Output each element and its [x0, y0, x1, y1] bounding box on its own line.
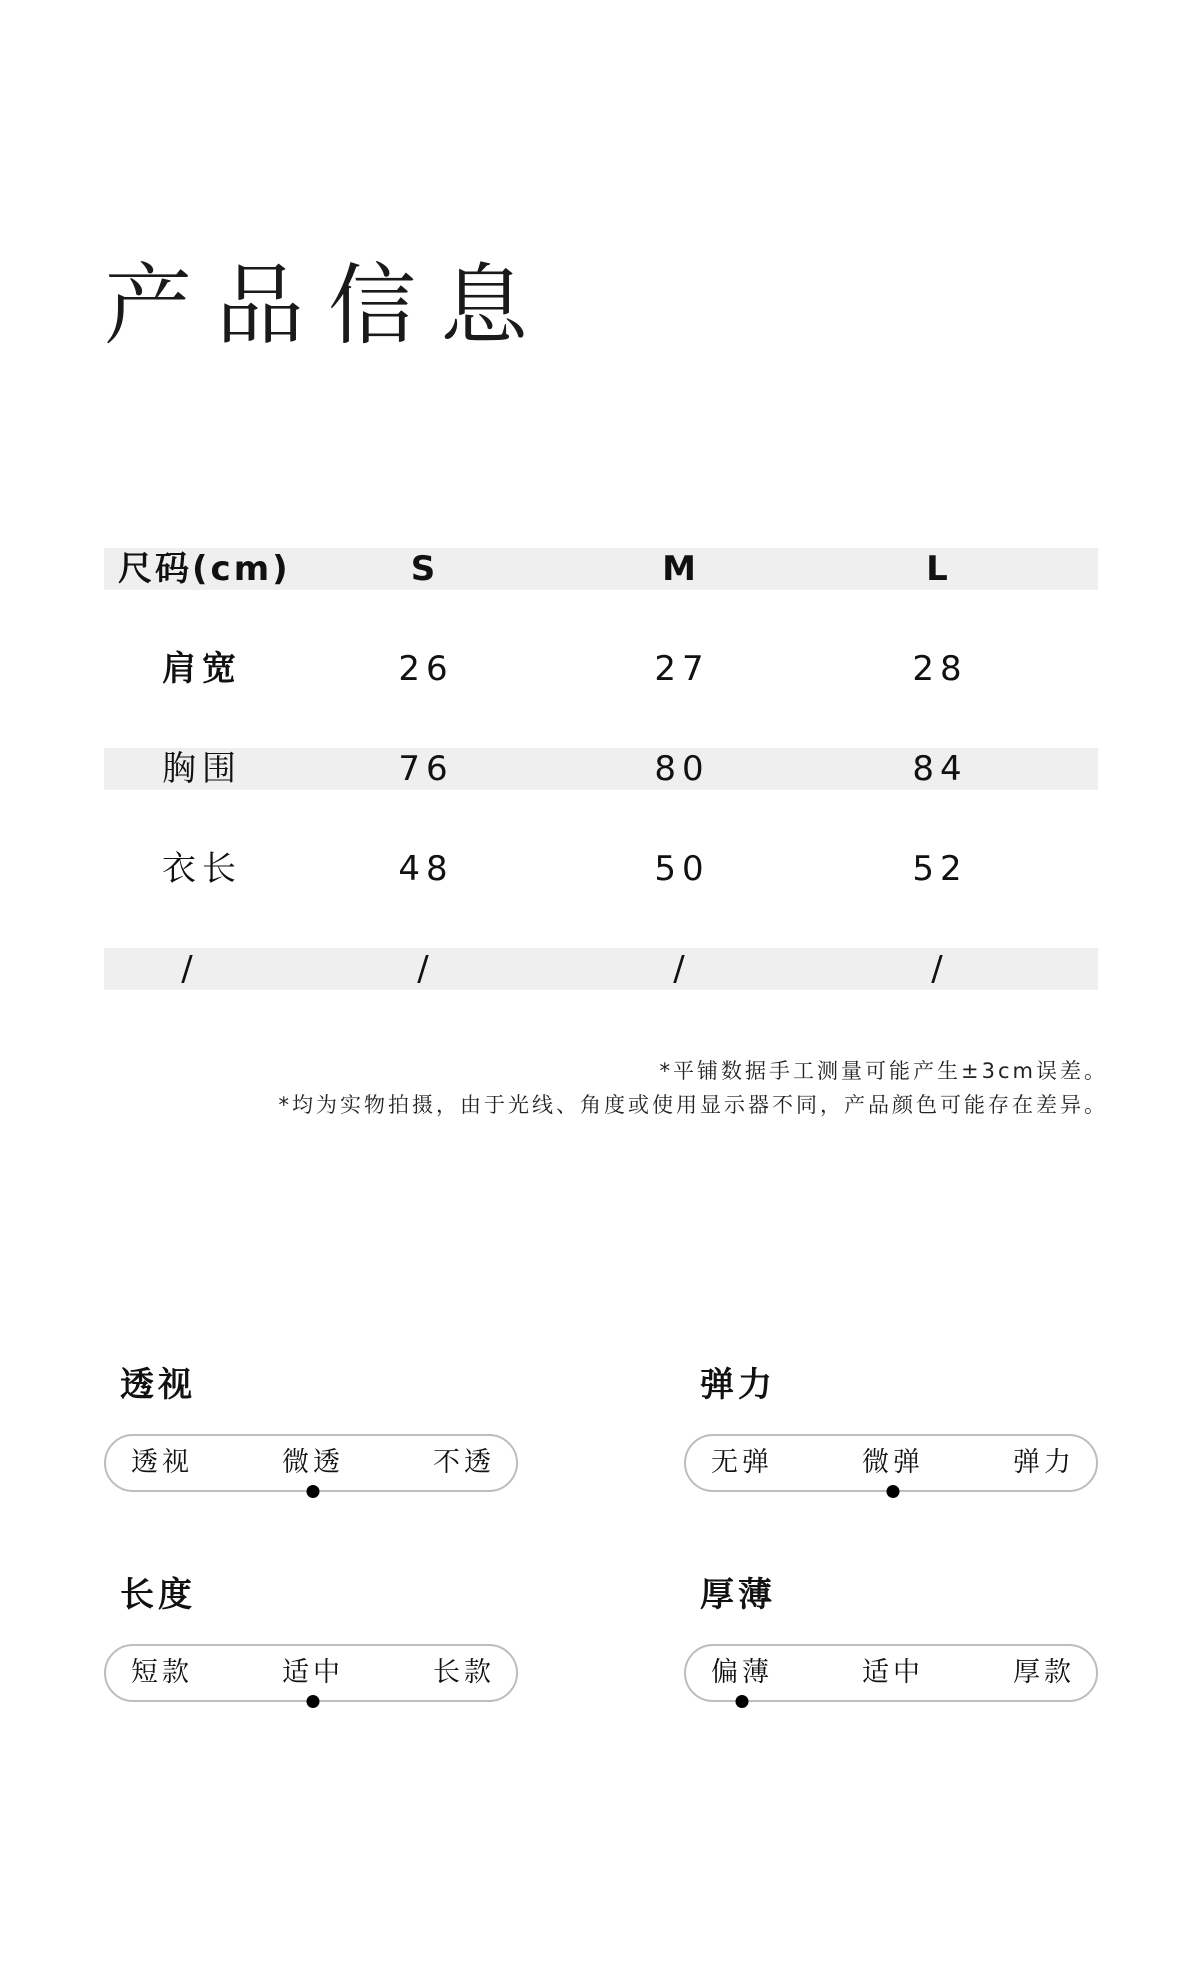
- attribute-scale: [684, 1434, 1098, 1492]
- attribute-transparency: [104, 1365, 518, 1492]
- page-title: 产品信息: [104, 254, 553, 357]
- table-row-chest: [104, 690, 1098, 790]
- table-cell: /: [673, 949, 691, 989]
- table-row-shoulder: [104, 590, 1098, 690]
- selected-dot: [736, 1695, 749, 1708]
- attribute-elasticity: [684, 1365, 1098, 1492]
- table-cell: /: [931, 949, 949, 989]
- scale-option: 适中: [282, 1657, 344, 1688]
- attribute-scale: [684, 1644, 1098, 1702]
- table-cell: 80: [654, 749, 710, 789]
- selected-dot: [307, 1695, 320, 1708]
- scale-option: 适中: [862, 1657, 924, 1688]
- table-cell: 26: [398, 649, 454, 689]
- attribute-length: [104, 1575, 518, 1702]
- table-row-length: [104, 790, 1098, 890]
- row-label: 胸围: [162, 749, 242, 789]
- measurement-notes: [279, 1054, 1109, 1122]
- size-table: [104, 548, 1098, 990]
- table-cell: 76: [398, 749, 454, 789]
- attribute-scale: [104, 1644, 518, 1702]
- selected-dot: [887, 1485, 900, 1498]
- header-size-s: S: [410, 549, 442, 589]
- attribute-thickness: [684, 1575, 1098, 1702]
- table-cell: 48: [398, 849, 454, 889]
- note-line: *平铺数据手工测量可能产生±3cm误差。: [659, 1059, 1108, 1083]
- table-cell: 28: [912, 649, 968, 689]
- table-row-empty: [104, 890, 1098, 990]
- scale-option: 微透: [282, 1447, 344, 1478]
- scale-option: 微弹: [862, 1447, 924, 1478]
- table-cell: 27: [654, 649, 710, 689]
- table-cell: 50: [654, 849, 710, 889]
- table-cell: 52: [912, 849, 968, 889]
- row-label: /: [181, 949, 199, 989]
- attribute-title: 长度: [120, 1575, 196, 1615]
- attribute-title: 厚薄: [700, 1575, 776, 1615]
- scale-option: 无弹: [711, 1447, 773, 1478]
- selected-dot: [307, 1485, 320, 1498]
- header-size-l: L: [926, 549, 954, 589]
- scale-option: 短款: [131, 1657, 193, 1688]
- table-cell: 84: [912, 749, 968, 789]
- scale-option: 长款: [433, 1657, 495, 1688]
- row-label: 肩宽: [162, 649, 242, 689]
- table-cell: /: [417, 949, 435, 989]
- attribute-scale: [104, 1434, 518, 1492]
- attribute-title: 透视: [120, 1365, 196, 1405]
- size-table-header: [104, 548, 1098, 590]
- row-label: 衣长: [162, 849, 242, 889]
- scale-option: 透视: [131, 1447, 193, 1478]
- scale-option: 厚款: [1013, 1657, 1075, 1688]
- scale-option: 不透: [433, 1447, 495, 1478]
- scale-option: 弹力: [1013, 1447, 1075, 1478]
- attribute-title: 弹力: [700, 1365, 776, 1405]
- header-size-label: 尺码(cm): [118, 549, 291, 589]
- header-size-m: M: [662, 549, 702, 589]
- note-line: *均为实物拍摄，由于光线、角度或使用显示器不同，产品颜色可能存在差异。: [278, 1093, 1108, 1117]
- scale-option: 偏薄: [711, 1657, 773, 1688]
